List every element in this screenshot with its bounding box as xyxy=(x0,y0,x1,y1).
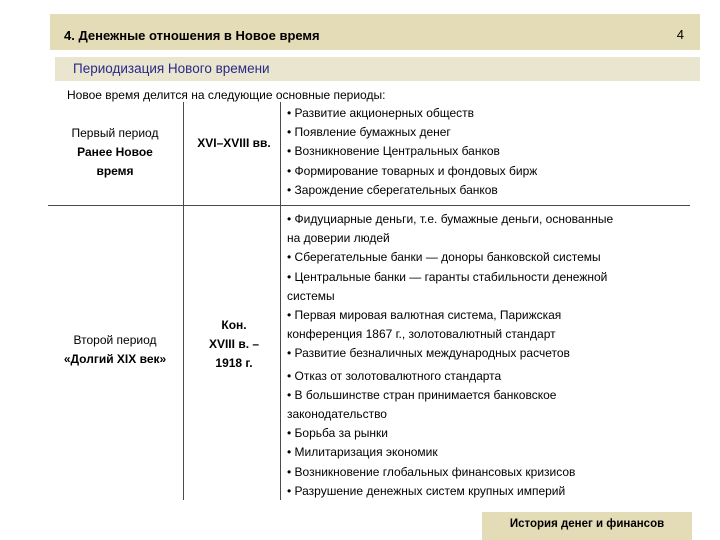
period-1-name: Первый период xyxy=(71,126,159,140)
period-2-bullets xyxy=(287,210,707,501)
list-item: • Возникновение глобальных финансовых кризисов xyxy=(287,464,576,479)
period-1-title: Ранее Новое xyxy=(77,145,153,159)
period-2-dates-line2: XVIII в. – xyxy=(208,337,260,351)
section-subtitle-bar xyxy=(55,57,700,81)
period-1-bullets xyxy=(287,104,707,200)
list-item: конференция 1867 г., золотовалютный стандарт xyxy=(287,327,556,342)
page-number: 4 xyxy=(676,27,684,42)
list-item: • Центральные банки — гаранты стабильности денежной xyxy=(287,269,608,284)
list-item: законодательство xyxy=(287,407,387,422)
list-item: • Развитие безналичных международных расчетов xyxy=(287,346,570,361)
period-1-label xyxy=(50,124,180,181)
intro-text: Новое время делится на следующие основные периоды: xyxy=(67,88,386,102)
slide-header xyxy=(50,14,700,50)
period-1-dates: XVI–XVIII вв. xyxy=(197,136,271,150)
list-item: • Зарождение сберегательных банков xyxy=(287,182,498,197)
list-item: • Формирование товарных и фондовых бирж xyxy=(287,163,538,178)
list-item: • Первая мировая валютная система, Парижская xyxy=(287,308,562,323)
period-2-dates-line3: 1918 г. xyxy=(215,356,253,370)
list-item: • Появление бумажных денег xyxy=(287,125,451,140)
list-item: • Милитаризация экономик xyxy=(287,445,438,460)
slide-title: 4. Денежные отношения в Новое время xyxy=(64,28,320,43)
period-2-label xyxy=(50,331,180,369)
list-item: • Возникновение Центральных банков xyxy=(287,144,500,159)
period-2-dates xyxy=(186,316,282,373)
footer-bar xyxy=(482,512,692,540)
list-item: системы xyxy=(287,288,335,303)
table-divider-2 xyxy=(280,102,281,500)
period-2-dates-line1: Кон. xyxy=(221,318,247,332)
table-row-divider xyxy=(48,205,690,206)
table-divider-1 xyxy=(183,102,184,500)
list-item: • Разрушение денежных систем крупных империй xyxy=(287,483,566,498)
list-item: • Сберегательные банки — доноры банковской системы xyxy=(287,250,601,265)
list-item: • Отказ от золотовалютного стандарта xyxy=(287,368,502,383)
list-item: • Развитие акционерных обществ xyxy=(287,106,475,120)
list-item: • Фидуциарные деньги, т.е. бумажные деньги, основанные xyxy=(287,212,614,226)
period-1-title-cont: время xyxy=(96,164,134,178)
list-item: на доверии людей xyxy=(287,231,390,246)
period-2-name: Второй период xyxy=(73,333,157,347)
period-2-title: «Долгий XIX век» xyxy=(63,352,167,366)
list-item: • Борьба за рынки xyxy=(287,426,389,441)
footer-text: История денег и финансов xyxy=(509,518,665,530)
section-subtitle: Периодизация Нового времени xyxy=(73,61,270,76)
list-item: • В большинстве стран принимается банковское xyxy=(287,387,557,402)
